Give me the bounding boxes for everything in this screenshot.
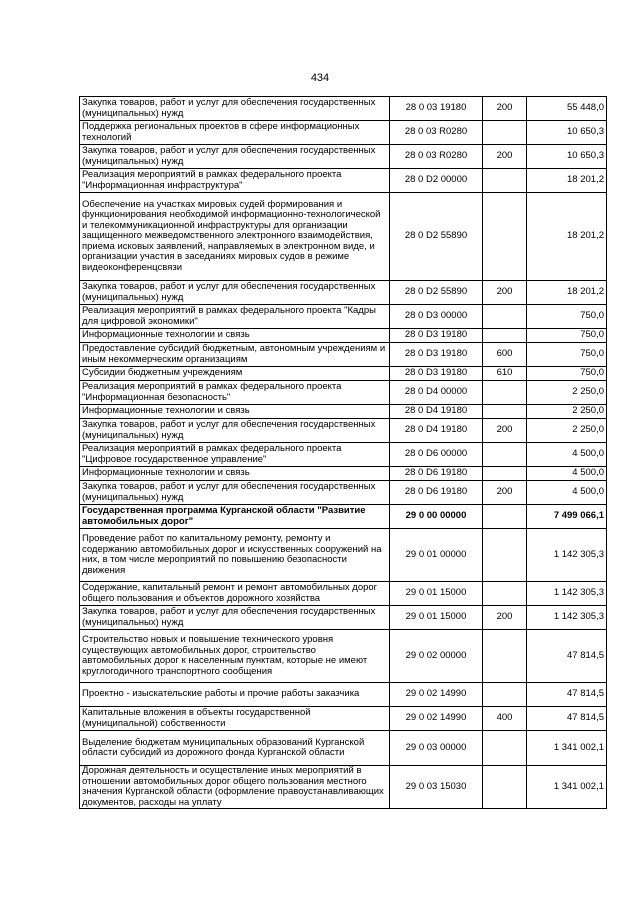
row-name-cell: Поддержка региональных проектов в сфере информационных технологий xyxy=(80,121,390,145)
row-name-cell: Выделение бюджетам муниципальных образований Курганской области субсидий из дорожного фонда Курганской области xyxy=(80,731,390,766)
row-name-cell: Капитальные вложения в объекты государственной (муниципальной) собственности xyxy=(80,707,390,731)
row-type-cell: 200 xyxy=(483,281,527,305)
row-code-cell: 28 0 D6 00000 xyxy=(390,443,483,467)
row-amount-cell: 55 448,0 xyxy=(527,97,607,121)
row-code-cell: 28 0 03 R0280 xyxy=(390,145,483,169)
table-row xyxy=(80,367,607,381)
row-name-cell: Строительство новых и повышение технического уровня существующих автомобильных дорог, строительство автомобильных дорог к населенным пунктам, которые не имеют круглогодичного транспортного сообщения xyxy=(80,630,390,683)
table-row xyxy=(80,683,607,707)
row-name-cell: Информационные технологии и связь xyxy=(80,405,390,419)
row-amount-cell: 18 201,2 xyxy=(527,169,607,193)
table-row xyxy=(80,329,607,343)
row-type-cell xyxy=(483,582,527,606)
table-row xyxy=(80,766,607,809)
row-type-cell xyxy=(483,630,527,683)
row-name-cell: Информационные технологии и связь xyxy=(80,329,390,343)
row-amount-cell: 47 814,5 xyxy=(527,683,607,707)
table-row xyxy=(80,481,607,505)
row-name-cell: Информационные технологии и связь xyxy=(80,467,390,481)
row-amount-cell: 10 650,3 xyxy=(527,145,607,169)
row-type-cell xyxy=(483,305,527,329)
row-type-cell: 200 xyxy=(483,606,527,630)
row-type-cell xyxy=(483,329,527,343)
row-type-cell xyxy=(483,505,527,529)
row-name-cell: Проведение работ по капитальному ремонту, ремонту и содержанию автомобильных дорог и искусственных сооружений на них, в том числе мероприятий по повышению безопасности движения xyxy=(80,529,390,582)
budget-table xyxy=(79,96,607,809)
row-code-cell: 29 0 01 00000 xyxy=(390,529,483,582)
row-amount-cell: 750,0 xyxy=(527,343,607,367)
row-type-cell: 200 xyxy=(483,481,527,505)
row-name-cell: Закупка товаров, работ и услуг для обеспечения государственных (муниципальных) нужд xyxy=(80,606,390,630)
page-number: 434 xyxy=(310,72,330,84)
table-row xyxy=(80,467,607,481)
table-row xyxy=(80,630,607,683)
row-amount-cell: 4 500,0 xyxy=(527,443,607,467)
row-name-cell: Реализация мероприятий в рамках федерального проекта "Цифровое государственное управление" xyxy=(80,443,390,467)
table-row xyxy=(80,529,607,582)
row-code-cell: 28 0 D3 19180 xyxy=(390,343,483,367)
row-amount-cell: 10 650,3 xyxy=(527,121,607,145)
row-amount-cell: 47 814,5 xyxy=(527,707,607,731)
row-code-cell: 28 0 D2 55890 xyxy=(390,193,483,281)
table-row xyxy=(80,405,607,419)
table-row xyxy=(80,381,607,405)
row-type-cell xyxy=(483,193,527,281)
row-name-cell: Реализация мероприятий в рамках федерального проекта "Информационная инфраструктура" xyxy=(80,169,390,193)
row-amount-cell: 750,0 xyxy=(527,305,607,329)
row-type-cell xyxy=(483,529,527,582)
row-type-cell: 600 xyxy=(483,343,527,367)
row-code-cell: 29 0 01 15000 xyxy=(390,606,483,630)
row-code-cell: 28 0 D2 00000 xyxy=(390,169,483,193)
row-code-cell: 29 0 03 00000 xyxy=(390,731,483,766)
row-amount-cell: 1 341 002,1 xyxy=(527,766,607,809)
row-code-cell: 28 0 D3 00000 xyxy=(390,305,483,329)
row-code-cell: 28 0 D2 55890 xyxy=(390,281,483,305)
table-row xyxy=(80,169,607,193)
row-name-cell: Закупка товаров, работ и услуг для обеспечения государственных (муниципальных) нужд xyxy=(80,145,390,169)
row-type-cell xyxy=(483,731,527,766)
row-type-cell xyxy=(483,443,527,467)
row-code-cell: 28 0 D4 19180 xyxy=(390,419,483,443)
row-code-cell: 29 0 00 00000 xyxy=(390,505,483,529)
table-row xyxy=(80,419,607,443)
row-name-cell: Субсидии бюджетным учреждениям xyxy=(80,367,390,381)
row-code-cell: 28 0 D6 19180 xyxy=(390,467,483,481)
row-code-cell: 28 0 D6 19180 xyxy=(390,481,483,505)
row-type-cell: 200 xyxy=(483,97,527,121)
row-code-cell: 28 0 03 19180 xyxy=(390,97,483,121)
table-row xyxy=(80,305,607,329)
row-type-cell xyxy=(483,381,527,405)
row-code-cell: 28 0 03 R0280 xyxy=(390,121,483,145)
row-type-cell xyxy=(483,683,527,707)
row-amount-cell: 750,0 xyxy=(527,367,607,381)
table-row xyxy=(80,121,607,145)
table-row xyxy=(80,606,607,630)
row-amount-cell: 1 142 305,3 xyxy=(527,582,607,606)
table-row xyxy=(80,731,607,766)
table-row xyxy=(80,193,607,281)
table-row xyxy=(80,97,607,121)
table-row xyxy=(80,707,607,731)
row-type-cell xyxy=(483,169,527,193)
row-name-cell: Закупка товаров, работ и услуг для обеспечения государственных (муниципальных) нужд xyxy=(80,419,390,443)
table-row xyxy=(80,443,607,467)
row-amount-cell: 1 142 305,3 xyxy=(527,606,607,630)
row-code-cell: 29 0 02 00000 xyxy=(390,630,483,683)
row-type-cell xyxy=(483,121,527,145)
row-name-cell: Реализация мероприятий в рамках федерального проекта "Кадры для цифровой экономики" xyxy=(80,305,390,329)
table-row xyxy=(80,582,607,606)
row-code-cell: 28 0 D4 19180 xyxy=(390,405,483,419)
row-code-cell: 29 0 02 14990 xyxy=(390,683,483,707)
row-name-cell: Закупка товаров, работ и услуг для обеспечения государственных (муниципальных) нужд xyxy=(80,281,390,305)
row-name-cell: Дорожная деятельность и осуществление иных мероприятий в отношении автомобильных дорог общего пользования местного значения Курганской области (оформление правоустанавливающих документов, расходы на уплату xyxy=(80,766,390,809)
row-type-cell: 400 xyxy=(483,707,527,731)
table-row xyxy=(80,343,607,367)
row-name-cell: Обеспечение на участках мировых судей формирования и функционирования необходимой информационно-технологической и телекоммуникационной инфраструктуры для организации защищенного межведомственного электронного взаимодействия, приема исковых заявлений, направляемых в электронном виде, и организации участия в заседаниях мировых судов в режиме видеоконференцсвязи xyxy=(80,193,390,281)
row-name-cell: Содержание, капитальный ремонт и ремонт автомобильных дорог общего пользования и объектов дорожного хозяйства xyxy=(80,582,390,606)
row-amount-cell: 2 250,0 xyxy=(527,405,607,419)
row-type-cell: 610 xyxy=(483,367,527,381)
row-type-cell: 200 xyxy=(483,145,527,169)
row-code-cell: 28 0 D4 00000 xyxy=(390,381,483,405)
row-name-cell: Государственная программа Курганской области "Развитие автомобильных дорог" xyxy=(80,505,390,529)
row-amount-cell: 1 341 002,1 xyxy=(527,731,607,766)
row-type-cell: 200 xyxy=(483,419,527,443)
row-amount-cell: 18 201,2 xyxy=(527,281,607,305)
row-name-cell: Проектно - изыскательские работы и прочие работы заказчика xyxy=(80,683,390,707)
row-amount-cell: 47 814,5 xyxy=(527,630,607,683)
row-code-cell: 29 0 01 15000 xyxy=(390,582,483,606)
row-amount-cell: 4 500,0 xyxy=(527,481,607,505)
row-amount-cell: 4 500,0 xyxy=(527,467,607,481)
row-name-cell: Реализация мероприятий в рамках федерального проекта "Информационная безопасность" xyxy=(80,381,390,405)
row-name-cell: Закупка товаров, работ и услуг для обеспечения государственных (муниципальных) нужд xyxy=(80,97,390,121)
row-amount-cell: 2 250,0 xyxy=(527,419,607,443)
row-amount-cell: 18 201,2 xyxy=(527,193,607,281)
table-row xyxy=(80,145,607,169)
row-code-cell: 28 0 D3 19180 xyxy=(390,367,483,381)
table-row xyxy=(80,505,607,529)
row-amount-cell: 1 142 305,3 xyxy=(527,529,607,582)
row-amount-cell: 7 499 066,1 xyxy=(527,505,607,529)
row-type-cell xyxy=(483,766,527,809)
row-type-cell xyxy=(483,405,527,419)
row-code-cell: 28 0 D3 19180 xyxy=(390,329,483,343)
row-code-cell: 29 0 02 14990 xyxy=(390,707,483,731)
row-code-cell: 29 0 03 15030 xyxy=(390,766,483,809)
row-amount-cell: 750,0 xyxy=(527,329,607,343)
row-name-cell: Закупка товаров, работ и услуг для обеспечения государственных (муниципальных) нужд xyxy=(80,481,390,505)
budget-table-body xyxy=(80,97,607,809)
row-amount-cell: 2 250,0 xyxy=(527,381,607,405)
table-row xyxy=(80,281,607,305)
row-name-cell: Предоставление субсидий бюджетным, автономным учреждениям и иным некоммерческим организациям xyxy=(80,343,390,367)
row-type-cell xyxy=(483,467,527,481)
